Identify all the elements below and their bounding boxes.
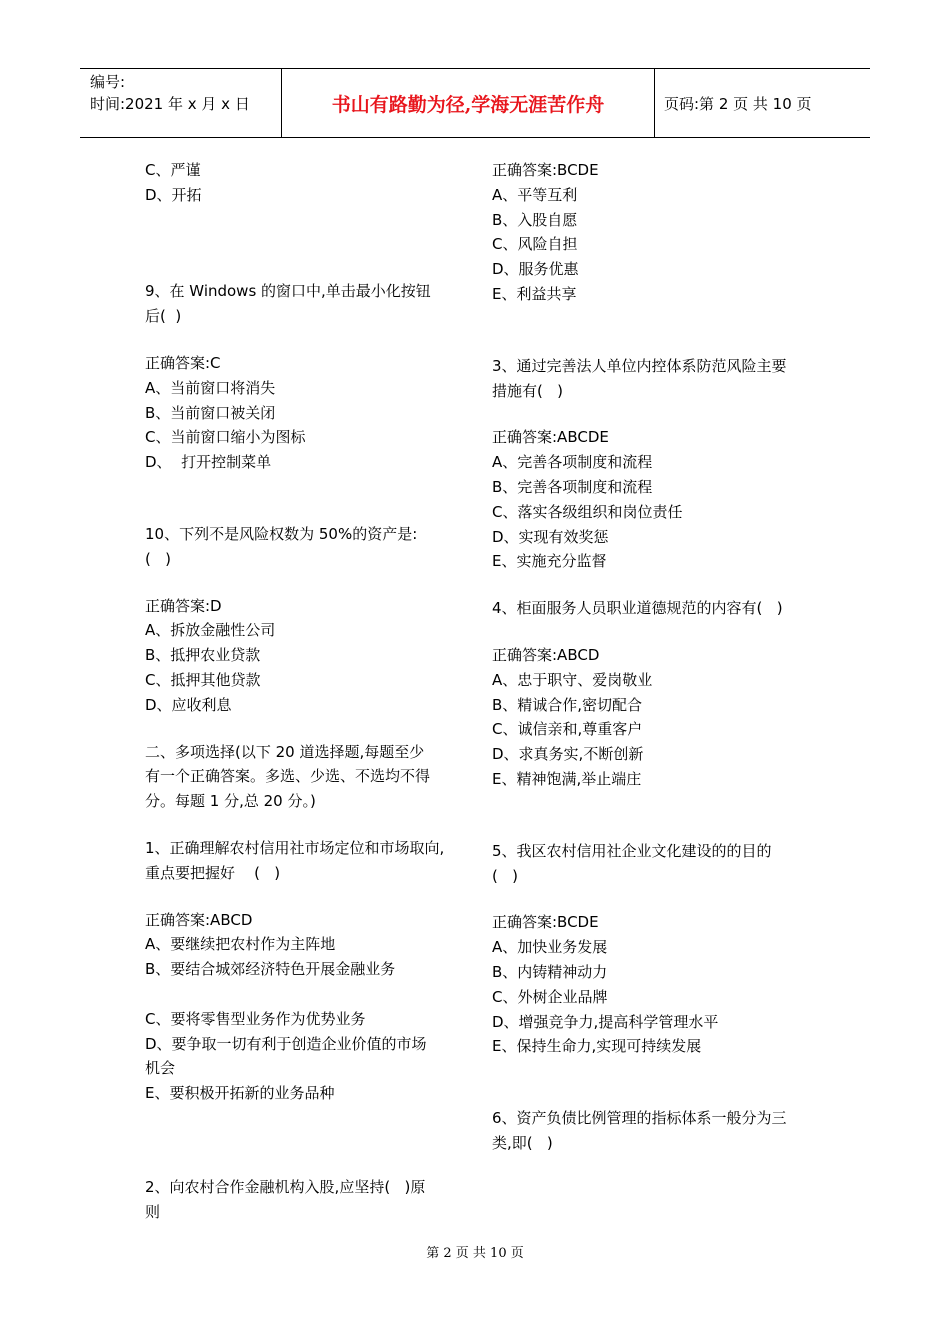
question-text: 3、通过完善法人单位内控体系防范风险主要 [492,356,787,375]
question-text: 措施有( ) [492,381,564,400]
question-text: 2、向农村合作金融机构入股,应坚持( )原 [145,1177,426,1196]
question-option: C、风险自担 [492,235,578,254]
question-text: 后( ) [145,307,182,326]
question-option: A、平等互利 [492,185,578,204]
section-heading: 二、多项选择(以下 20 道选择题,每题至少 [145,742,425,761]
question-option: B、精诚合作,密切配合 [492,695,643,714]
question-option: A、当前窗口将消失 [145,378,276,397]
question-text: 6、资产负债比例管理的指标体系一般分为三 [492,1109,787,1128]
question-option: A、完善各项制度和流程 [492,453,653,472]
left-column [145,158,465,1225]
header-page-code: 页码:第 2 页 共 10 页 [664,95,812,113]
question-option: D、求真务实,不断创新 [492,745,644,764]
correct-answer: 正确答案:C [145,353,221,372]
header-meta [90,71,280,115]
correct-answer: 正确答案:ABCDE [492,428,609,447]
correct-answer: 正确答案:D [145,596,222,615]
question-option: C、要将零售型业务作为优势业务 [145,1009,366,1028]
right-column [492,158,822,1156]
question-option: A、忠于职守、爱岗敬业 [492,670,653,689]
question-text: 10、下列不是风险权数为 50%的资产是: [145,524,418,543]
question-text: 9、在 Windows 的窗口中,单击最小化按钮 [145,282,431,301]
question-option: B、当前窗口被关闭 [145,403,276,422]
question-option: B、要结合城郊经济特色开展金融业务 [145,960,396,979]
header-motto: 书山有路勤为径,学海无涯苦作舟 [331,94,605,116]
question-text: 类,即( ) [492,1133,553,1152]
correct-answer: 正确答案:BCDE [492,161,599,179]
question-option: D、服务优惠 [492,260,579,279]
question-option: D、实现有效奖惩 [492,527,609,546]
section-heading: 有一个正确答案。多选、少选、不选均不得 [145,767,431,786]
question-option: C、严谨 [145,161,201,179]
question-option: C、落实各级组织和岗位责任 [492,502,683,521]
question-option: B、抵押农业贷款 [145,646,261,665]
question-option: A、要继续把农村作为主阵地 [145,935,336,954]
question-text: 重点要把握好 ( ) [145,863,281,882]
question-option: C、当前窗口缩小为图标 [145,428,306,447]
page-footer: 第 2 页 共 10 页 [426,1246,524,1261]
question-option: C、外树企业品牌 [492,987,608,1006]
question-option: E、利益共享 [492,284,577,303]
question-text: 1、正确理解农村信用社市场定位和市场取向, [145,838,445,857]
question-option: B、内铸精神动力 [492,962,608,981]
section-heading: 分。每题 1 分,总 20 分。) [145,792,316,811]
question-text: ( ) [492,866,519,885]
question-option: E、保持生命力,实现可持续发展 [492,1037,702,1056]
question-text: 4、柜面服务人员职业道德规范的内容有( ) [492,599,783,618]
question-text: 5、我区农村信用社企业文化建设的的目的 [492,841,772,860]
document-number-label: 编号: [90,73,126,91]
question-option: D、开拓 [145,185,202,204]
correct-answer: 正确答案:ABCD [145,910,253,929]
question-option: B、完善各项制度和流程 [492,477,653,496]
question-option: E、要积极开拓新的业务品种 [145,1084,335,1103]
question-option: C、诚信亲和,尊重客户 [492,720,643,739]
question-option: D、要争取一切有利于创造企业价值的市场 [145,1034,427,1053]
question-text: ( ) [145,549,172,568]
page-header [80,68,870,138]
question-option: C、抵押其他贷款 [145,670,261,689]
question-option: A、拆放金融性公司 [145,621,276,640]
question-option: D、增强竞争力,提高科学管理水平 [492,1012,719,1031]
question-option: E、精神饱满,举止端庄 [492,769,642,788]
question-option: D、应收利息 [145,695,232,714]
question-option: 机会 [145,1059,176,1078]
header-divider [654,69,655,137]
question-option: B、入股自愿 [492,210,578,229]
correct-answer: 正确答案:BCDE [492,913,599,932]
correct-answer: 正确答案:ABCD [492,645,600,664]
question-option: A、加快业务发展 [492,938,608,957]
document-time-label: 时间:2021 年 x 月 x 日 [90,95,250,113]
question-text: 则 [145,1202,161,1221]
question-option: D、 打开控制菜单 [145,453,272,472]
question-option: E、实施充分监督 [492,552,607,571]
